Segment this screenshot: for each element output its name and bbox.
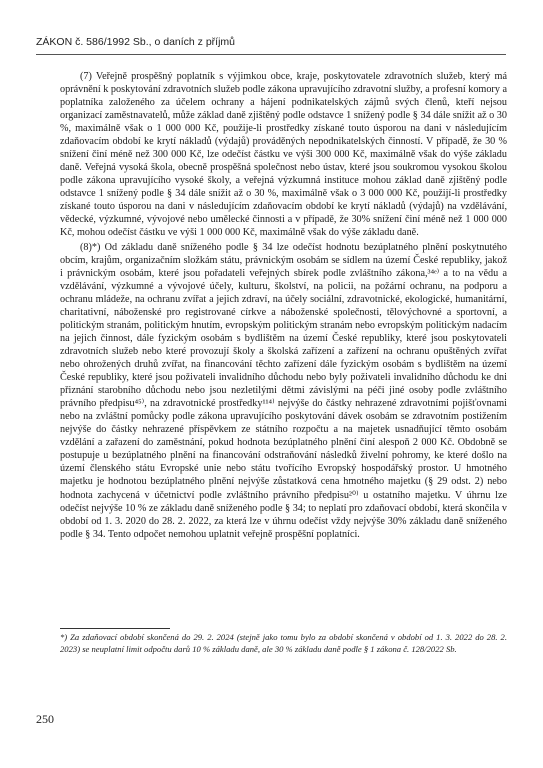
paragraph-7: (7) Veřejně prospěšný poplatník s výjimkou obce, kraje, poskytovatele zdravotních služeb, který má oprávnění k poskytování zdravotních služeb podle zákona upravujícího zdravotní služby, a profesní komory a poplatníka založeného za účelem ochrany a hájení podnikatelských zájmů svých členů, kteří nejsou organizací zaměstnavatelů, může základ daně zjištěný podle odstavce 1 snížený podle § 34 dále snížit až o 30 %, maximálně však o 1 000 000 Kč, použije-li prostředky získané touto úsporou na dani v následujícím zdaňovacím období ke krytí nákladů (výdajů) prováděných nepodnikatelských činností. V případě, že 30 % snížení činí méně než 300 000 Kč, lze odečíst částku ve výši 300 000 Kč, maximálně však do výše základu daně. Veřejná vysoká škola, obecně prospěšná společnost nebo ústav, které jsou soukromou vysokou školou podle zákona upravujícího vysoké školy, a veřejná výzkumná instituce mohou základ daně zjištěný podle odstavce 1 snížený podle § 34 dále snížit až o 30 %, maximálně však o 3 000 000 Kč, použijí-li prostředky získané touto úsporou na dani v následujícím zdaňovacím období ke krytí nákladů (výdajů) na vzdělávání, vědecké, výzkumné, vývojové nebo umělecké činnosti a v případě, že 30% snížení činí méně než 1 000 000 Kč, mohou odečíst částku ve výši 1 000 000 Kč, maximálně však do výše základu daně.: [60, 71, 507, 239]
footnote: *) Za zdaňovací období skončená do 29. 2. 2024 (stejně jako tomu bylo za období skončená v období od 1. 3. 2022 do 28. 2. 2023) se neuplatní limit odpočtu darů 10 % základu daně, ale 30 % základu daně podle § 1 zákona č. 128/2022 Sb.: [60, 632, 507, 654]
footnote-rule: [60, 628, 170, 629]
body-text: [60, 70, 507, 541]
paragraph-8: (8)*) Od základu daně sníženého podle § 34 lze odečíst hodnotu bezúplatného plnění poskytnutého obcím, krajům, organizačním složkám státu, právnickým osobám se sídlem na území České republiky, jakož i právnickým osobám, které jsou pořadateli veřejných sbírek podle zvláštního zákona,³⁴ᵉ⁾ a to na vědu a vzdělávání, výzkumné a vývojové účely, kulturu, školství, na policii, na požární ochranu, na podporu a ochranu mládeže, na ochranu zvířat a jejich zdraví, na účely sociální, zdravotnické, ekologické, humanitární, charitativní, náboženské pro registrované církve a náboženské společnosti, tělovýchovné a sportovní, a politickým stranám, politickým hnutím, evropským politickým stranám nebo evropským politickým nadacím na jejich činnost, dále fyzickým osobám s bydlištěm na území České republiky, které jsou poskytovateli zdravotních služeb nebo které provozují školy a školská zařízení a zařízení na ochranu opuštěných zvířat nebo ohrožených druhů zvířat, na financování těchto zařízení dále fyzickým osobám s bydlištěm na území České republiky, které jsou poživateli invalidního důchodu nebo byly poživateli invalidního důchodu ke dni přiznání starobního důchodu nebo jsou nezletilými dětmi závislými na péči jiné osoby podle zvláštního právního předpisu⁴⁵⁾, na zdravotnické prostředky¹¹⁴⁾ nejvýše do částky nehrazené zdravotními pojišťovnami nebo na zvláštní pomůcky podle zákona upravujícího poskytování dávek osobám se zdravotním postižením nejvýše do částky nehrazené příspěvkem ze státního rozpočtu a na majetek usnadňující těmto osobám vzdělání a zařazení do zaměstnání, pokud hodnota bezúplatného plnění činí alespoň 2 000 Kč. Obdobně se postupuje u bezúplatného plnění na financování odstraňování následků živelní pohromy, ke které došlo na území členského státu Evropské unie nebo státu tvořícího Evropský hospodářský prostor. U hmotného majetku je hodnotou bezúplatného plnění nejvýše zůstatková cena hmotného majetku (§ 29 odst. 2) nebo hodnota zachycená v účetnictví podle zvláštního právního předpisu²⁰⁾ u ostatního majetku. V úhrnu lze odečíst nejvýše 10 % ze základu daně sníženého podle § 34; to neplatí pro zdaňovací období, která skončila v období od 1. 3. 2020 do 28. 2. 2022, za která lze v úhrnu odečíst vždy nejvýše 30% základu daně sníženého podle § 34. Tento odpočet nemohou uplatnit veřejně prospěšní poplatníci.: [60, 242, 507, 540]
page-number: 250: [36, 712, 54, 726]
header-rule: [36, 54, 506, 55]
running-header: ZÁKON č. 586/1992 Sb., o daních z příjmů: [36, 36, 236, 48]
